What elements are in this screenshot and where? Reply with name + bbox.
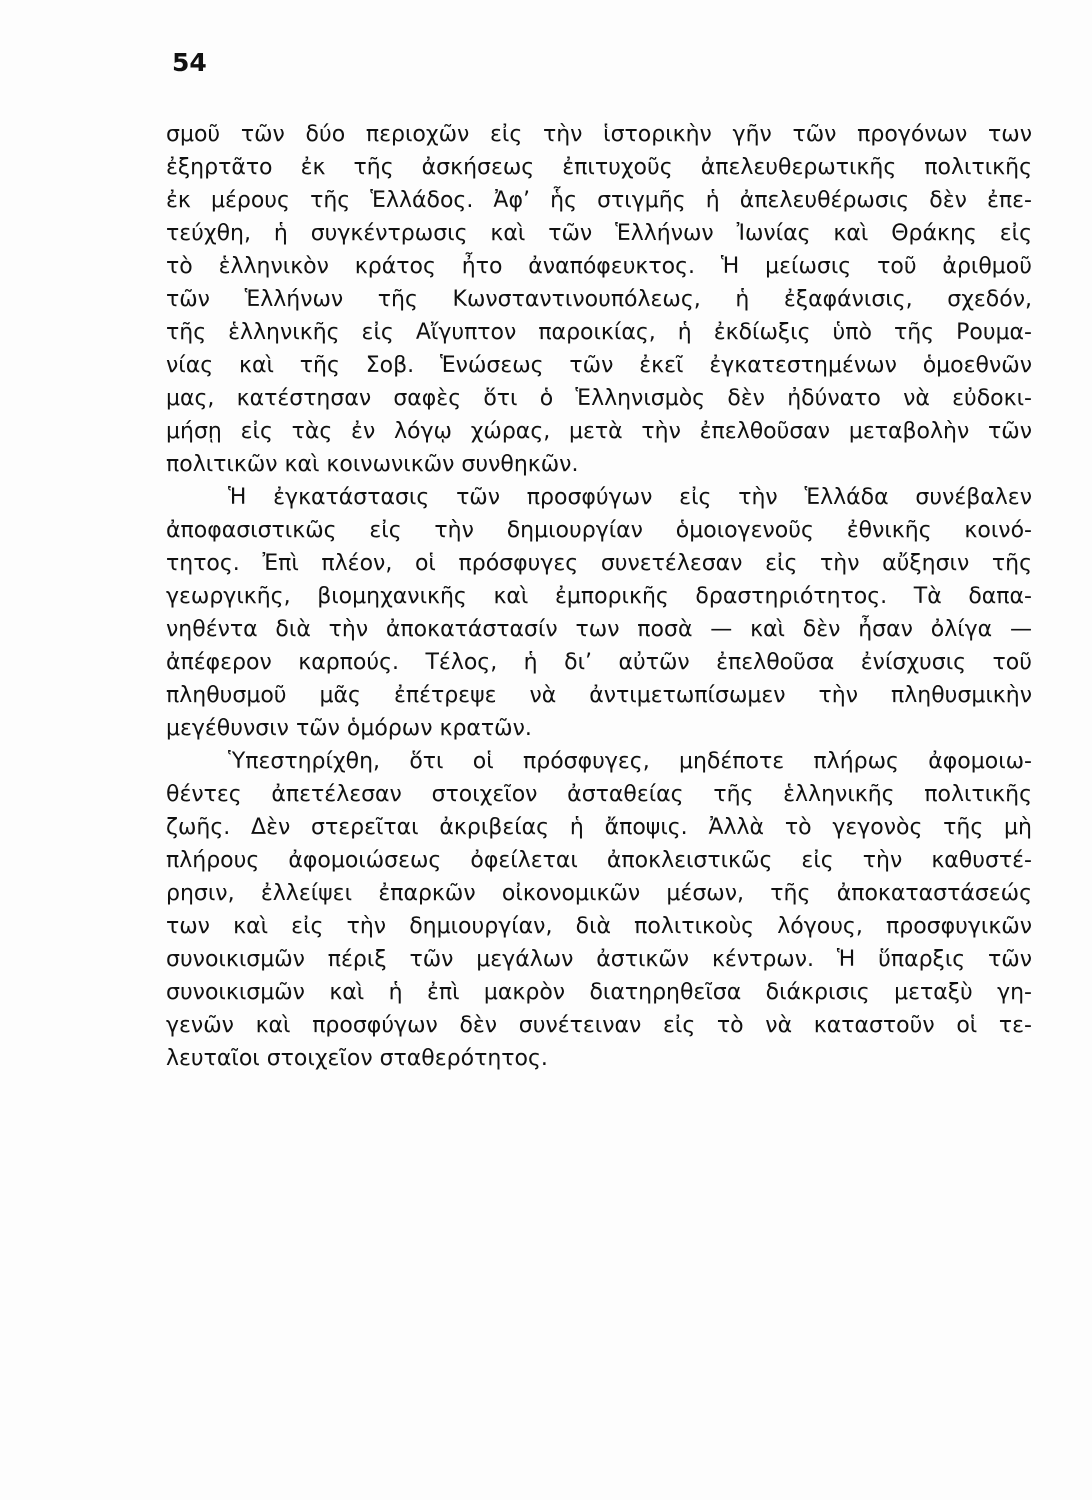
text-line: θέντες ἀπετέλεσαν στοιχεῖον ἀσταθείας τῆς ἑλληνικῆς πολιτικῆς: [166, 782, 1032, 807]
body-text: [166, 118, 1032, 1075]
text-line: ἐκ μέρους τῆς Ἑλλάδος. Ἀφ’ ἧς στιγμῆς ἡ ἀπελευθέρωσις δὲν ἐπε-: [166, 188, 1032, 213]
text-line: ρησιν, ἐλλείψει ἐπαρκῶν οἰκονομικῶν μέσων, τῆς ἀποκαταστάσεώς: [166, 881, 1032, 906]
text-line: ἐξηρτᾶτο ἐκ τῆς ἀσκήσεως ἐπιτυχοῦς ἀπελευθερωτικῆς πολιτικῆς: [166, 155, 1032, 180]
paragraph-2: [166, 481, 1032, 745]
text-line: συνοικισμῶν καὶ ἡ ἐπὶ μακρὸν διατηρηθεῖσα διάκρισις μεταξὺ γη-: [166, 980, 1032, 1005]
text-line: συνοικισμῶν πέριξ τῶν μεγάλων ἀστικῶν κέντρων. Ἡ ὕπαρξις τῶν: [166, 947, 1032, 972]
text-line: γενῶν καὶ προσφύγων δὲν συνέτειναν εἰς τὸ νὰ καταστοῦν οἱ τε-: [166, 1013, 1032, 1038]
text-line: των καὶ εἰς τὴν δημιουργίαν, διὰ πολιτικοὺς λόγους, προσφυγικῶν: [166, 914, 1032, 939]
page-number: 54: [172, 48, 207, 77]
text-line: ἀποφασιστικῶς εἰς τὴν δημιουργίαν ὁμοιογενοῦς ἐθνικῆς κοινό-: [166, 518, 1032, 543]
text-line: Ὑπεστηρίχθη, ὅτι οἱ πρόσφυγες, μηδέποτε πλήρως ἀφομοιω-: [228, 749, 1032, 774]
text-line: τῆς ἑλληνικῆς εἰς Αἴγυπτον παροικίας, ἡ ἐκδίωξις ὑπὸ τῆς Ρουμα-: [166, 320, 1032, 345]
text-line: Ἡ ἐγκατάστασις τῶν προσφύγων εἰς τὴν Ἑλλάδα συνέβαλεν: [228, 485, 1032, 510]
text-line: τεύχθη, ἡ συγκέντρωσις καὶ τῶν Ἑλλήνων Ἰωνίας καὶ Θράκης εἰς: [166, 221, 1032, 246]
text-line: νίας καὶ τῆς Σοβ. Ἑνώσεως τῶν ἐκεῖ ἐγκατεστημένων ὁμοεθνῶν: [166, 353, 1032, 378]
text-line: τὸ ἑλληνικὸν κράτος ἦτο ἀναπόφευκτος. Ἡ μείωσις τοῦ ἀριθμοῦ: [166, 254, 1032, 279]
text-line: πληθυσμοῦ μᾶς ἐπέτρεψε νὰ ἀντιμετωπίσωμεν τὴν πληθυσμικὴν: [166, 683, 1032, 708]
text-line: μήσῃ εἰς τὰς ἐν λόγῳ χώρας, μετὰ τὴν ἐπελθοῦσαν μεταβολὴν τῶν: [166, 419, 1032, 444]
text-line: τῶν Ἑλλήνων τῆς Κωνσταντινουπόλεως, ἡ ἐξαφάνισις, σχεδόν,: [166, 287, 1032, 312]
text-line: μας, κατέστησαν σαφὲς ὅτι ὁ Ἑλληνισμὸς δὲν ἠδύνατο νὰ εὐδοκι-: [166, 386, 1032, 411]
text-line: σμοῦ τῶν δύο περιοχῶν εἰς τὴν ἱστορικὴν γῆν τῶν προγόνων των: [166, 122, 1032, 147]
text-line: γεωργικῆς, βιομηχανικῆς καὶ ἐμπορικῆς δραστηριότητος. Τὰ δαπα-: [166, 584, 1032, 609]
text-line: ἀπέφερον καρπούς. Τέλος, ἡ δι’ αὐτῶν ἐπελθοῦσα ἐνίσχυσις τοῦ: [166, 650, 1032, 675]
paragraph-3: [166, 745, 1032, 1075]
paragraph-1: [166, 118, 1032, 481]
text-line: ζωῆς. Δὲν στερεῖται ἀκριβείας ἡ ἄποψις. Ἀλλὰ τὸ γεγονὸς τῆς μὴ: [166, 815, 1032, 840]
text-line: πλήρους ἀφομοιώσεως ὀφείλεται ἀποκλειστικῶς εἰς τὴν καθυστέ-: [166, 848, 1032, 873]
text-line: πολιτικῶν καὶ κοινωνικῶν συνθηκῶν.: [166, 452, 579, 477]
text-line: λευταῖοι στοιχεῖον σταθερότητος.: [166, 1046, 548, 1071]
text-line: τητος. Ἐπὶ πλέον, οἱ πρόσφυγες συνετέλεσαν εἰς τὴν αὔξησιν τῆς: [166, 551, 1032, 576]
text-line: μεγέθυνσιν τῶν ὁμόρων κρατῶν.: [166, 716, 532, 741]
text-line: νηθέντα διὰ τὴν ἀποκατάστασίν των ποσὰ — καὶ δὲν ἦσαν ὀλίγα —: [166, 617, 1032, 642]
